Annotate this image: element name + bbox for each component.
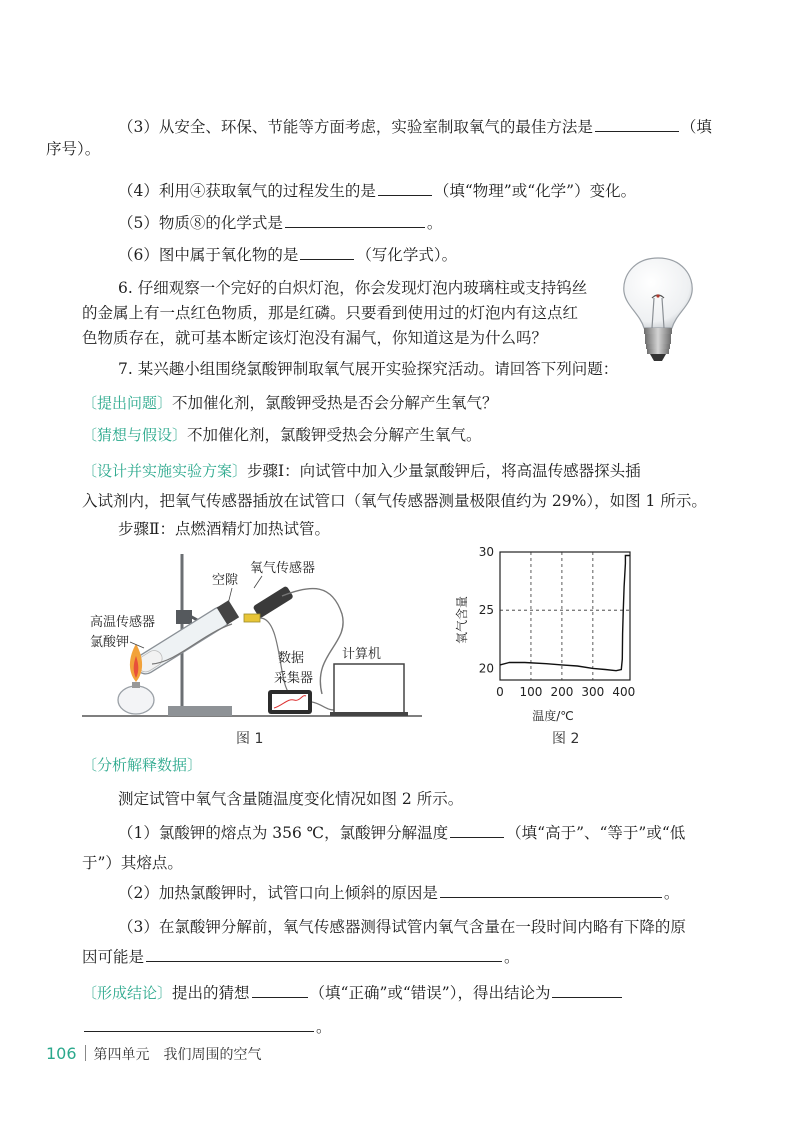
y-tick-label: 20 (478, 661, 494, 676)
a2-text: （2）加热氯酸钾时，试管口向上倾斜的原因是 (118, 884, 438, 902)
q6-text: （6）图中属于氧化物的是 (118, 246, 299, 264)
q3-text: （3）从安全、环保、节能等方面考虑，实验室制取氧气的最佳方法是 (118, 118, 593, 136)
conclusion-blank-1[interactable] (252, 982, 308, 998)
design-text-1: 步骤Ⅰ：向试管中加入少量氯酸钾后，将高温传感器探头插 (247, 462, 641, 480)
a2-answer-blank[interactable] (440, 882, 662, 898)
question-paragraph (82, 392, 722, 414)
q5-paragraph (82, 212, 722, 234)
design-text-2: 入试剂内，把氧气传感器插放在试管口（氧气传感器测量极限值约为 29%），如图 1 所示。 (82, 492, 707, 510)
label-computer: 计算机 (342, 647, 382, 662)
tag-conclusion: 〔形成结论〕 (82, 984, 173, 1002)
q3-paragraph (46, 116, 722, 160)
label-collector-1: 数据 (278, 651, 305, 666)
footer-divider (85, 1045, 86, 1061)
page-footer (46, 1044, 262, 1064)
q5-answer-blank[interactable] (285, 212, 425, 228)
tag-question: 〔提出问题〕 (82, 394, 173, 412)
page-number: 106 (46, 1044, 77, 1063)
tag-analysis: 〔分析解释数据〕 (82, 756, 203, 774)
x-tick-label: 300 (581, 685, 605, 699)
hypothesis-text: 不加催化剂，氯酸钾受热会分解产生氧气。 (187, 426, 482, 444)
label-o2-sensor: 氧气传感器 (250, 561, 316, 576)
q5-text-2: 。 (426, 214, 443, 232)
series-line-o2 (500, 556, 630, 671)
figure-1-apparatus (82, 544, 422, 724)
a2-text-2: 。 (663, 884, 680, 902)
a1-text: （1）氯酸钾的熔点为 356 ℃，氯酸钾分解温度 (118, 824, 449, 842)
y-tick-label: 25 (478, 603, 494, 618)
analysis-text: 测定试管中氧气含量随温度变化情况如图 2 所示。 (118, 790, 464, 808)
q4-text-2: （填“物理”或“化学”）变化。 (433, 182, 637, 200)
figure-2-chart (450, 540, 650, 730)
a1-text-3: 于”）其熔点。 (82, 854, 183, 872)
conclusion-paragraph (82, 976, 722, 1044)
x-tick-label: 100 (519, 685, 543, 699)
conclusion-blank-2[interactable] (552, 982, 622, 998)
label-collector-2: 采集器 (274, 671, 314, 686)
step-2: 步骤Ⅱ：点燃酒精灯加热试管。 (118, 520, 331, 538)
a1-paragraph (82, 818, 722, 878)
y-axis-label: 氧气含量 (455, 595, 469, 645)
q4-text: （4）利用④获取氧气的过程发生的是 (118, 182, 376, 200)
chart-frame (500, 552, 630, 680)
a3-answer-blank[interactable] (146, 946, 502, 962)
q6-answer-blank[interactable] (300, 244, 354, 260)
a3-paragraph (82, 912, 722, 972)
q6-text-2: （写化学式）。 (356, 246, 458, 264)
x-tick-label: 0 (496, 685, 504, 699)
hypothesis-paragraph (82, 424, 722, 446)
x-axis-label: 温度/℃ (532, 709, 574, 723)
conclusion-end: 。 (316, 1018, 332, 1036)
q5-text: （5）物质⑧的化学式是 (118, 214, 283, 232)
design-paragraph (82, 456, 722, 516)
a1-text-2: （填“高于”、“等于”或“低 (506, 824, 686, 842)
conclusion-blank-3[interactable] (84, 1016, 314, 1032)
a3-text-3: 。 (504, 948, 520, 966)
a3-text: （3）在氯酸钾分解前，氧气传感器测得试管内氧气含量在一段时间内略有下降的原 (118, 918, 686, 936)
conclusion-text-2: （填“正确”或“错误”），得出结论为 (309, 984, 551, 1002)
q4-paragraph (82, 180, 722, 202)
tag-design: 〔设计并实施实验方案〕 (82, 462, 248, 480)
figure-1-caption: 图 1 (236, 731, 264, 747)
q6-line-3: 色物质存在，就可基本断定该灯泡没有漏气，你知道这是为什么吗？ (82, 329, 548, 347)
label-gap: 空隙 (212, 573, 239, 588)
q3-text-2: （填 (680, 118, 712, 136)
tag-hypothesis: 〔猜想与假设〕 (82, 426, 188, 444)
y-tick-label: 30 (478, 545, 494, 559)
computer (334, 664, 404, 714)
figure-2-caption: 图 2 (552, 731, 580, 747)
conclusion-text: 提出的猜想 (172, 984, 250, 1002)
a3-text-2: 因可能是 (82, 948, 145, 966)
label-temp-sensor: 高温传感器 (90, 615, 156, 630)
question-text: 不加催化剂，氯酸钾受热是否会分解产生氧气？ (172, 394, 498, 412)
analysis-tag-line (82, 754, 722, 776)
a1-answer-blank[interactable] (450, 822, 504, 838)
light-bulb-illustration (616, 252, 700, 364)
x-tick-label: 400 (612, 685, 636, 699)
q3-text-3: 序号）。 (46, 140, 101, 158)
unit-title: 第四单元 我们周围的空气 (93, 1047, 262, 1063)
q3-answer-blank[interactable] (595, 116, 679, 132)
x-tick-label: 200 (550, 685, 574, 699)
stand-base (168, 706, 232, 716)
q4-answer-blank[interactable] (378, 180, 432, 196)
label-kclo3: 氯酸钾 (90, 635, 130, 650)
a2-paragraph (82, 882, 722, 904)
q6-line-1: 6. 仔细观察一个完好的白炽灯泡，你会发现灯泡内玻璃柱或支持钨丝 (118, 279, 588, 297)
q6-line-2: 的金属上有一点红色物质，那是红磷。只要看到使用过的灯泡内有这点红 (82, 304, 579, 322)
alcohol-lamp (118, 686, 154, 714)
question-7-intro: 7. 某兴趣小组围绕氯酸钾制取氧气展开实验探究活动。请回答下列问题： (118, 360, 619, 378)
question-6 (82, 276, 612, 351)
